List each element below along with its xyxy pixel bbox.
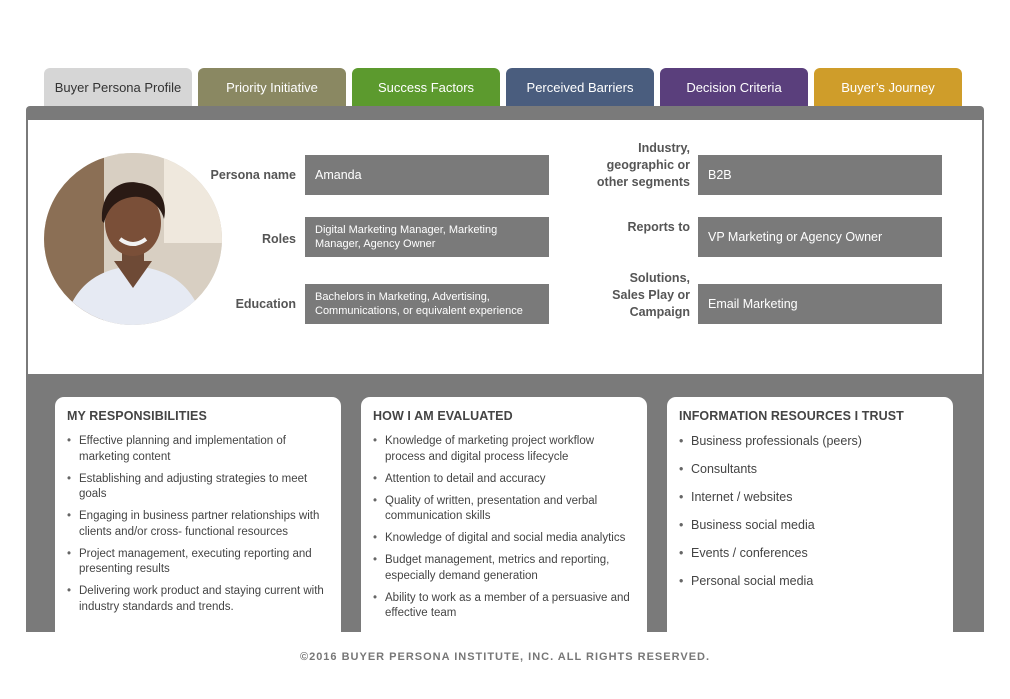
- education-label: Education: [235, 297, 296, 311]
- responsibilities-card: [55, 397, 341, 633]
- list-item: • Budget management, metrics and reporting, especially demand generation: [373, 553, 635, 584]
- responsibilities-list: [67, 434, 329, 615]
- tab-success-factors[interactable]: Success Factors: [352, 68, 500, 106]
- list-item: • Events / conferences: [679, 546, 941, 562]
- resources-title: INFORMATION RESOURCES I TRUST: [679, 409, 904, 423]
- list-item: • Internet / websites: [679, 490, 941, 506]
- evaluated-list: [373, 434, 635, 622]
- list-item: • Effective planning and implementation of marketing content: [67, 434, 329, 465]
- list-item: • Engaging in business partner relationships with clients and/or cross- functional resources: [67, 509, 329, 540]
- list-item: • Business professionals (peers): [679, 434, 941, 450]
- tab-decision-criteria[interactable]: Decision Criteria: [660, 68, 808, 106]
- solutions-label: Solutions, Sales Play or Campaign: [612, 271, 690, 319]
- persona-avatar: [44, 153, 222, 325]
- persona-name-value: Amanda: [305, 155, 549, 195]
- list-item: • Quality of written, presentation and verbal communication skills: [373, 494, 635, 525]
- copyright-footer: ©2016 BUYER PERSONA INSTITUTE, INC. ALL RIGHTS RESERVED.: [299, 651, 711, 663]
- list-item: • Delivering work product and staying current with industry standards and trends.: [67, 584, 329, 615]
- reports-to-value: VP Marketing or Agency Owner: [698, 217, 942, 257]
- tab-buyers-journey[interactable]: Buyer’s Journey: [814, 68, 962, 106]
- list-item: • Consultants: [679, 462, 941, 478]
- solutions-value: Email Marketing: [698, 284, 942, 324]
- reports-to-label: Reports to: [627, 220, 690, 234]
- person-photo-icon: [44, 153, 222, 325]
- industry-label: Industry, geographic or other segments: [596, 141, 690, 189]
- industry-value: B2B: [698, 155, 942, 195]
- evaluated-title: HOW I AM EVALUATED: [373, 409, 513, 423]
- persona-name-label: Persona name: [210, 168, 296, 182]
- list-item: • Personal social media: [679, 574, 941, 590]
- evaluated-card: [361, 397, 647, 633]
- resources-list: [679, 434, 941, 590]
- education-value: Bachelors in Marketing, Advertising, Communications, or equivalent experience: [305, 284, 549, 324]
- list-item: • Knowledge of digital and social media analytics: [373, 531, 635, 547]
- list-item: • Ability to work as a member of a persuasive and effective team: [373, 591, 635, 622]
- list-item: • Business social media: [679, 518, 941, 534]
- responsibilities-title: MY RESPONSIBILITIES: [67, 409, 207, 423]
- tab-priority-initiative[interactable]: Priority Initiative: [198, 68, 346, 106]
- roles-value: Digital Marketing Manager, Marketing Manager, Agency Owner: [305, 217, 549, 257]
- list-item: • Attention to detail and accuracy: [373, 472, 635, 488]
- tab-bar: [44, 68, 964, 106]
- roles-label: Roles: [261, 232, 296, 246]
- tab-perceived-barriers[interactable]: Perceived Barriers: [506, 68, 654, 106]
- list-item: • Knowledge of marketing project workflow process and digital process lifecycle: [373, 434, 635, 465]
- list-item: • Project management, executing reporting and presenting results: [67, 547, 329, 578]
- list-item: • Establishing and adjusting strategies to meet goals: [67, 472, 329, 503]
- resources-card: [667, 397, 953, 633]
- tab-buyer-persona-profile[interactable]: Buyer Persona Profile: [44, 68, 192, 106]
